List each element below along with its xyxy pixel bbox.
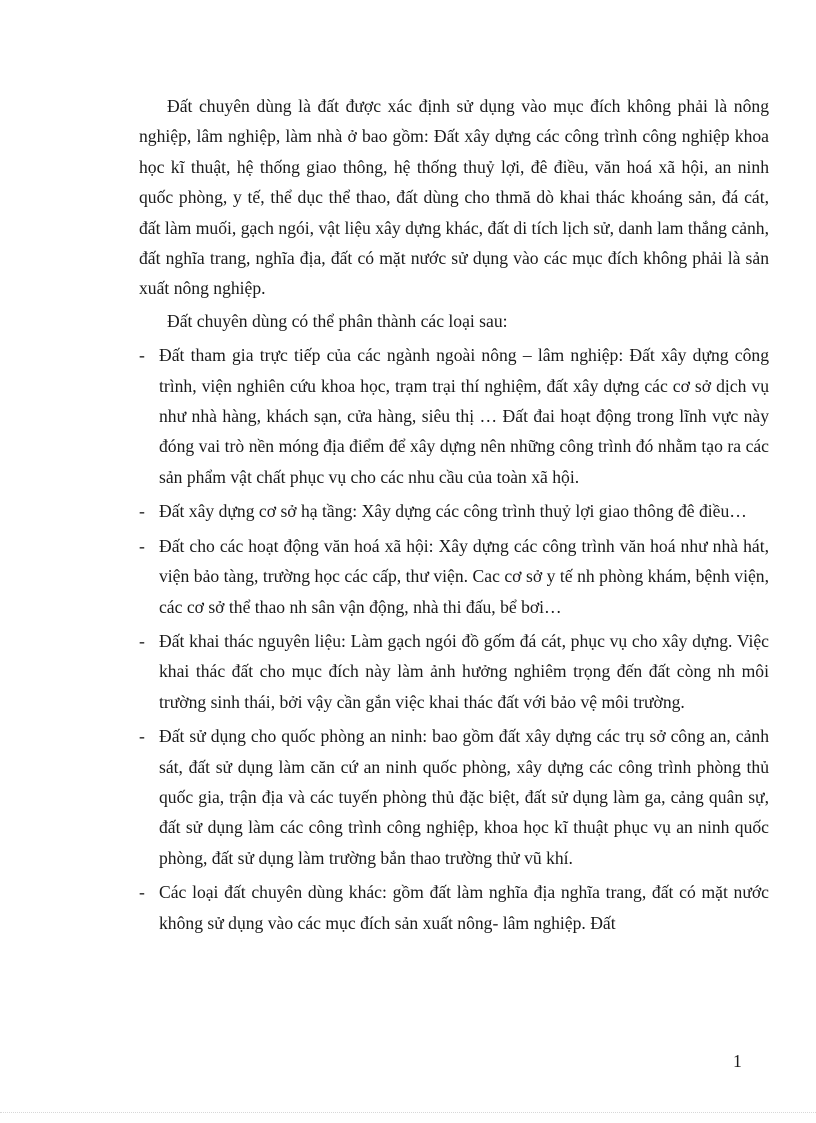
bullet-dash: - <box>139 726 145 747</box>
page-number: 1 <box>733 1051 742 1071</box>
list-item-text: Đất tham gia trực tiếp của các ngành ngoài nông – lâm nghiệp: Đất xây dựng công trình, viện nghiên cứu khoa học, trạm trại thí nghiệm, đất xây dựng các cơ sở dịch vụ như nhà hàng, khách sạn, cửa hàng, siêu thị … Đất đai hoạt động trong lĩnh vực này đóng vai trò nền móng địa điểm để xây dựng nên những công trình đó nhằm tạo ra các sản phẩm vật chất phục vụ cho các nhu cầu của toàn xã hội. <box>159 345 769 487</box>
intro-paragraph: Đất chuyên dùng là đất được xác định sử dụng vào mục đích không phải là nông nghiệp, lâm nghiệp, làm nhà ở bao gồm: Đất xây dựng các công trình công nghiệp khoa học kĩ thuật, hệ thống giao thông, hệ thống thuỷ lợi, đê điều, văn hoá xã hội, an ninh quốc phòng, y tế, thể dục thể thao, đất dùng cho thmă dò khai thác khoáng sản, đá cát, đất làm muối, gạch ngói, vật liệu xây dựng khác, đất di tích lịch sử, danh lam thắng cảnh, đất nghĩa trang, nghĩa địa, đất có mặt nước sử dụng vào các mục đích không phải là sản xuất nông nghiệp. <box>139 96 769 299</box>
footer-divider <box>0 1112 816 1113</box>
list-item <box>139 721 769 873</box>
lead-paragraph: Đất chuyên dùng có thể phân thành các loại sau: <box>167 310 508 331</box>
land-type-list <box>139 340 769 938</box>
list-item-text: Đất cho các hoạt động văn hoá xã hội: Xây dựng các công trình văn hoá như nhà hát, viện bảo tàng, trường học các cấp, thư viện. Cac cơ sở y tế nh phòng khám, bệnh viện, các cơ sở thể thao nh sân vận động, nhà thi đấu, bể bơi… <box>159 535 769 617</box>
list-item-text: Đất khai thác nguyên liệu: Làm gạch ngói đồ gốm đá cát, phục vụ cho xây dựng. Việc khai thác đất cho mục đích này làm ảnh hưởng nghiêm trọng đến đất còng nh môi trường sinh thái, bởi vậy cần gắn việc khai thác đất với bảo vệ môi trường. <box>159 630 769 712</box>
list-item <box>139 626 769 717</box>
bullet-dash: - <box>139 345 145 366</box>
list-item <box>139 340 769 492</box>
list-item-text: Đất xây dựng cơ sở hạ tầng: Xây dựng các công trình thuỷ lợi giao thông đê điều… <box>159 501 747 522</box>
list-item <box>139 531 769 622</box>
page-body <box>139 91 769 938</box>
list-item <box>139 496 769 526</box>
bullet-dash: - <box>139 501 145 522</box>
bullet-dash: - <box>139 535 145 556</box>
list-item-text: Đất sử dụng cho quốc phòng an ninh: bao gồm đất xây dựng các trụ sở công an, cảnh sát, đất sử dụng làm căn cứ an ninh quốc phòng, xây dựng các công trình phòng thủ quốc gia, trận địa và các tuyến phòng thủ đặc biệt, đất sử dụng làm ga, cảng quân sự, đất sử dụng làm các công trình công nghiệp, khoa học kĩ thuật phục vụ an ninh quốc phòng, đất sử dụng làm trường bắn thao trường thử vũ khí. <box>159 726 769 868</box>
bullet-dash: - <box>139 882 145 903</box>
bullet-dash: - <box>139 630 145 651</box>
list-item <box>139 877 769 938</box>
list-item-text: Các loại đất chuyên dùng khác: gồm đất làm nghĩa địa nghĩa trang, đất có mặt nước không sử dụng vào các mục đích sản xuất nông- lâm nghiệp. Đất <box>159 882 769 933</box>
